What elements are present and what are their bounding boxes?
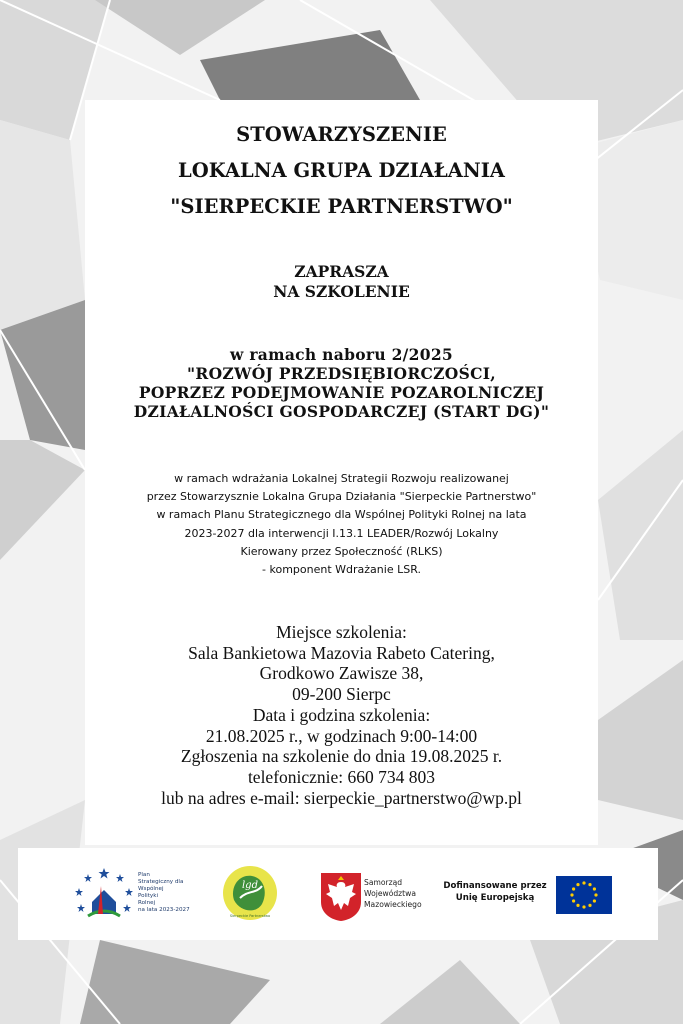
description-line: w ramach Planu Strategicznego dla Wspólnej Polityki Rolnej na lata (156, 508, 527, 522)
description-line: Kierowany przez Społeczność (RLKS) (240, 544, 443, 558)
training-details (85, 622, 598, 808)
org-line-3: "SIERPECKIE PARTNERSTWO" (170, 195, 513, 218)
details-line: Data i godzina szkolenia: (252, 704, 431, 725)
details-line: 09-200 Sierpc (292, 684, 391, 705)
wpr-line-5: Rolnej (138, 900, 156, 906)
lgd-caption: Sierpeckie Partnerstwo (229, 914, 271, 918)
call-line-4: DZIAŁALNOŚCI GOSPODARCZEJ (START DG)" (133, 402, 550, 421)
wpr-line-6: na lata 2023-2027 (138, 907, 190, 913)
eu-flag-icon (556, 876, 612, 914)
details-line: Miejsce szkolenia: (276, 622, 407, 642)
wpr-line-4: Polityki (138, 893, 159, 899)
details-line: Grodkowo Zawisze 38, (259, 663, 424, 684)
invite-line-2: NA SZKOLENIE (273, 282, 410, 301)
wpr-emblem-icon (74, 866, 134, 922)
description-line: w ramach wdrażania Lokalnej Strategii Rozwoju realizowanej (174, 472, 509, 485)
details-line: telefonicznie: 660 734 803 (247, 766, 436, 787)
call-line-3: POPRZEZ PODEJMOWANIE POZAROLNICZEJ (138, 383, 545, 402)
wpr-line-3: Wspólnej (138, 886, 164, 892)
wpr-logo (74, 866, 204, 922)
mazowsze-line-3: Mazowieckiego (364, 900, 422, 909)
details-line: Sala Bankietowa Mazovia Rabeto Catering, (188, 642, 495, 663)
call-title (85, 345, 598, 421)
call-line-2: "ROZWÓJ PRZEDSIĘBIORCZOŚCI, (187, 364, 496, 383)
description-line: przez Stowarzysznie Lokalna Grupa Działania "Sierpeckie Partnerstwo" (146, 490, 537, 504)
mazowsze-line-2: Województwa (364, 889, 416, 898)
details-line: lub na adres e-mail: sierpeckie_partnerstwo@wp.pl (161, 787, 522, 808)
lgd-mark: lgd (241, 880, 258, 891)
call-line-1: w ramach naboru 2/2025 (229, 345, 453, 364)
wpr-line-1: Plan (138, 872, 150, 878)
description-line: 2023-2027 dla interwencji I.13.1 LEADER/Rozwój Lokalny (184, 526, 499, 540)
mazowsze-logo (320, 872, 430, 924)
program-description (85, 470, 598, 579)
details-line: Zgłoszenia na szkolenie do dnia 19.08.2025 r. (180, 746, 503, 767)
invitation-heading (85, 262, 598, 302)
mazowsze-line-1: Samorząd (364, 878, 403, 887)
eu-line-2: Unię Europejską (455, 893, 535, 903)
invite-line-1: ZAPRASZA (294, 262, 389, 281)
details-line: 21.08.2025 r., w godzinach 9:00-14:00 (205, 725, 478, 746)
description-line: - komponent Wdrażanie LSR. (262, 563, 421, 577)
organization-name (85, 117, 598, 225)
wpr-line-2: Strategiczny dla (138, 879, 184, 885)
eu-line-1: Dofinansowane przez (443, 881, 547, 891)
org-line-2: LOKALNA GRUPA DZIAŁANIA (178, 159, 505, 182)
mazowsze-eagle-shield-icon (320, 872, 362, 922)
eu-funding-logo (440, 874, 615, 916)
lgd-logo (220, 864, 280, 926)
org-line-1: STOWARZYSZENIE (236, 123, 447, 146)
